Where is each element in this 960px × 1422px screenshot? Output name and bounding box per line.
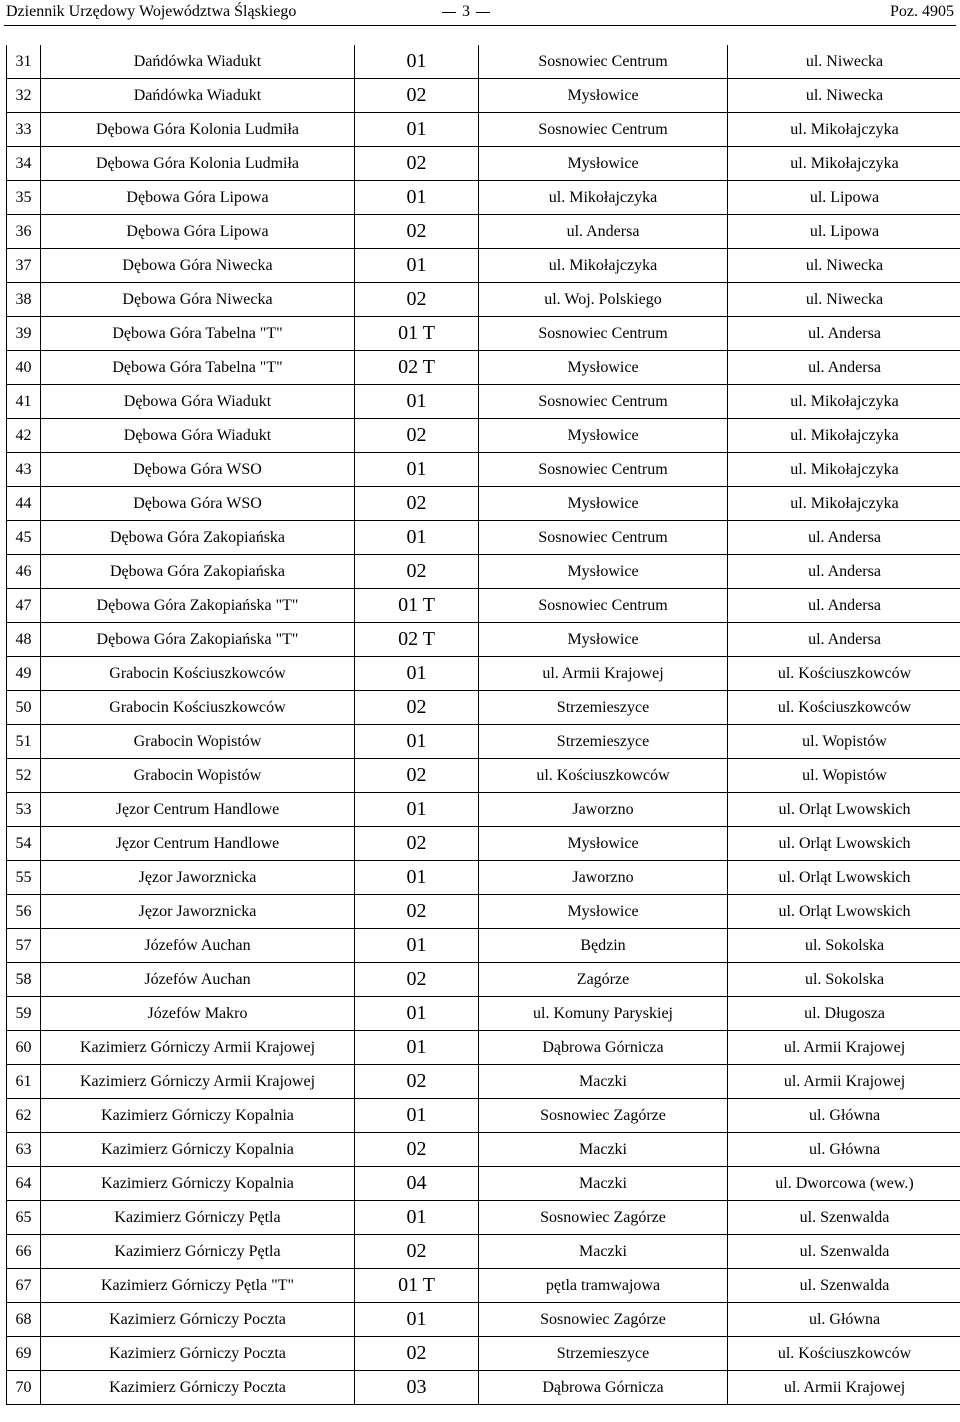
stop-code: 01: [355, 997, 479, 1031]
table-row: [7, 1065, 960, 1099]
table-row: [7, 1031, 960, 1065]
stop-street: ul. Niwecka: [728, 45, 960, 79]
stop-direction: Sosnowiec Zagórze: [479, 1099, 728, 1133]
table-row: [7, 147, 960, 181]
table-row: [7, 419, 960, 453]
stops-table-body: [7, 45, 960, 1405]
row-number: 64: [7, 1167, 41, 1201]
row-number: 54: [7, 827, 41, 861]
stop-street: ul. Dworcowa (wew.): [728, 1167, 960, 1201]
stop-name: Kazimierz Górniczy Armii Krajowej: [41, 1065, 355, 1099]
stop-street: ul. Niwecka: [728, 283, 960, 317]
row-number: 48: [7, 623, 41, 657]
stop-name: Kazimierz Górniczy Pętla: [41, 1235, 355, 1269]
stop-street: ul. Orląt Lwowskich: [728, 793, 960, 827]
stop-name: Dębowa Góra Zakopiańska: [41, 521, 355, 555]
stop-direction: Sosnowiec Centrum: [479, 113, 728, 147]
stop-street: ul. Lipowa: [728, 215, 960, 249]
row-number: 39: [7, 317, 41, 351]
stops-table: [6, 45, 960, 1405]
table-row: [7, 997, 960, 1031]
stop-name: Dębowa Góra Wiadukt: [41, 419, 355, 453]
row-number: 53: [7, 793, 41, 827]
stop-code: 01: [355, 861, 479, 895]
stop-direction: Strzemieszyce: [479, 725, 728, 759]
stop-code: 02: [355, 215, 479, 249]
table-row: [7, 453, 960, 487]
stop-name: Dębowa Góra Zakopiańska "T": [41, 589, 355, 623]
table-row: [7, 113, 960, 147]
stop-street: ul. Główna: [728, 1133, 960, 1167]
stop-direction: Dąbrowa Górnicza: [479, 1031, 728, 1065]
table-row: [7, 1235, 960, 1269]
table-row: [7, 521, 960, 555]
table-row: [7, 827, 960, 861]
table-row: [7, 895, 960, 929]
table-row: [7, 249, 960, 283]
stop-name: Dańdówka Wiadukt: [41, 45, 355, 79]
stop-code: 01: [355, 249, 479, 283]
stop-code: 01: [355, 181, 479, 215]
stop-name: Kazimierz Górniczy Poczta: [41, 1371, 355, 1405]
position-label: Poz. 4905: [890, 3, 954, 20]
table-row: [7, 317, 960, 351]
stop-direction: Mysłowice: [479, 555, 728, 589]
table-row: [7, 385, 960, 419]
row-number: 59: [7, 997, 41, 1031]
row-number: 46: [7, 555, 41, 589]
stop-direction: Mysłowice: [479, 487, 728, 521]
table-row: [7, 1133, 960, 1167]
stop-direction: Maczki: [479, 1167, 728, 1201]
stop-street: ul. Mikołajczyka: [728, 419, 960, 453]
stop-direction: Sosnowiec Centrum: [479, 521, 728, 555]
table-row: [7, 79, 960, 113]
stop-direction: Sosnowiec Centrum: [479, 589, 728, 623]
stop-code: 01: [355, 521, 479, 555]
table-row: [7, 351, 960, 385]
stop-street: ul. Orląt Lwowskich: [728, 895, 960, 929]
stop-direction: Zagórze: [479, 963, 728, 997]
stop-code: 01: [355, 1201, 479, 1235]
stop-direction: Maczki: [479, 1235, 728, 1269]
table-row: [7, 657, 960, 691]
stop-street: ul. Szenwalda: [728, 1201, 960, 1235]
stop-code: 01 T: [355, 589, 479, 623]
table-row: [7, 861, 960, 895]
stop-direction: Jaworzno: [479, 793, 728, 827]
stop-street: ul. Sokolska: [728, 929, 960, 963]
stop-direction: pętla tramwajowa: [479, 1269, 728, 1303]
stop-name: Jęzor Centrum Handlowe: [41, 827, 355, 861]
stop-street: ul. Andersa: [728, 351, 960, 385]
stop-direction: Mysłowice: [479, 419, 728, 453]
row-number: 35: [7, 181, 41, 215]
stop-direction: ul. Armii Krajowej: [479, 657, 728, 691]
row-number: 66: [7, 1235, 41, 1269]
stop-name: Dębowa Góra Wiadukt: [41, 385, 355, 419]
stop-street: ul. Szenwalda: [728, 1235, 960, 1269]
stop-name: Dębowa Góra Lipowa: [41, 215, 355, 249]
stop-name: Dębowa Góra Zakopiańska: [41, 555, 355, 589]
row-number: 62: [7, 1099, 41, 1133]
stop-name: Kazimierz Górniczy Kopalnia: [41, 1133, 355, 1167]
stop-street: ul. Wopistów: [728, 725, 960, 759]
page-header: [0, 0, 960, 26]
journal-title: Dziennik Urzędowy Województwa Śląskiego: [6, 3, 297, 20]
stop-direction: Sosnowiec Zagórze: [479, 1201, 728, 1235]
row-number: 40: [7, 351, 41, 385]
header-rule: [4, 25, 956, 26]
stop-direction: Sosnowiec Centrum: [479, 385, 728, 419]
stop-street: ul. Kościuszkowców: [728, 657, 960, 691]
row-number: 65: [7, 1201, 41, 1235]
row-number: 42: [7, 419, 41, 453]
stop-name: Kazimierz Górniczy Pętla "T": [41, 1269, 355, 1303]
stop-direction: Strzemieszyce: [479, 691, 728, 725]
stop-code: 02: [355, 419, 479, 453]
row-number: 45: [7, 521, 41, 555]
table-row: [7, 623, 960, 657]
table-row: [7, 487, 960, 521]
stop-name: Józefów Auchan: [41, 929, 355, 963]
stop-code: 01 T: [355, 1269, 479, 1303]
row-number: 60: [7, 1031, 41, 1065]
stop-direction: Mysłowice: [479, 827, 728, 861]
stop-direction: Strzemieszyce: [479, 1337, 728, 1371]
stop-code: 03: [355, 1371, 479, 1405]
stop-name: Jęzor Jaworznicka: [41, 895, 355, 929]
stop-code: 01: [355, 45, 479, 79]
stop-name: Kazimierz Górniczy Poczta: [41, 1337, 355, 1371]
stop-name: Dębowa Góra Kolonia Ludmiła: [41, 147, 355, 181]
row-number: 32: [7, 79, 41, 113]
stop-name: Grabocin Wopistów: [41, 725, 355, 759]
stop-code: 02 T: [355, 623, 479, 657]
stop-code: 02: [355, 1337, 479, 1371]
stop-direction: Maczki: [479, 1065, 728, 1099]
stop-code: 02: [355, 1133, 479, 1167]
stop-name: Kazimierz Górniczy Pętla: [41, 1201, 355, 1235]
stop-street: ul. Długosza: [728, 997, 960, 1031]
stop-street: ul. Armii Krajowej: [728, 1371, 960, 1405]
stop-street: ul. Andersa: [728, 589, 960, 623]
stop-street: ul. Sokolska: [728, 963, 960, 997]
stop-direction: Dąbrowa Górnicza: [479, 1371, 728, 1405]
stop-street: ul. Niwecka: [728, 249, 960, 283]
stop-name: Dębowa Góra Niwecka: [41, 249, 355, 283]
stop-direction: Sosnowiec Centrum: [479, 45, 728, 79]
stop-name: Jęzor Jaworznicka: [41, 861, 355, 895]
table-row: [7, 45, 960, 79]
stop-street: ul. Mikołajczyka: [728, 113, 960, 147]
stop-street: ul. Andersa: [728, 555, 960, 589]
table-row: [7, 1371, 960, 1405]
stop-direction: Jaworzno: [479, 861, 728, 895]
row-number: 63: [7, 1133, 41, 1167]
stop-street: ul. Wopistów: [728, 759, 960, 793]
stop-street: ul. Lipowa: [728, 181, 960, 215]
stop-code: 02: [355, 759, 479, 793]
table-row: [7, 283, 960, 317]
table-row: [7, 759, 960, 793]
stop-street: ul. Andersa: [728, 623, 960, 657]
stop-code: 02: [355, 827, 479, 861]
stop-street: ul. Andersa: [728, 521, 960, 555]
row-number: 43: [7, 453, 41, 487]
stop-name: Jęzor Centrum Handlowe: [41, 793, 355, 827]
row-number: 61: [7, 1065, 41, 1099]
row-number: 37: [7, 249, 41, 283]
table-row: [7, 929, 960, 963]
row-number: 41: [7, 385, 41, 419]
stop-direction: Maczki: [479, 1133, 728, 1167]
stop-street: ul. Mikołajczyka: [728, 453, 960, 487]
stop-street: ul. Armii Krajowej: [728, 1031, 960, 1065]
row-number: 57: [7, 929, 41, 963]
stop-street: ul. Mikołajczyka: [728, 487, 960, 521]
stop-street: ul. Armii Krajowej: [728, 1065, 960, 1099]
stop-street: ul. Mikołajczyka: [728, 385, 960, 419]
stop-direction: ul. Mikołajczyka: [479, 249, 728, 283]
table-row: [7, 691, 960, 725]
row-number: 58: [7, 963, 41, 997]
stop-street: ul. Orląt Lwowskich: [728, 861, 960, 895]
stop-code: 02: [355, 487, 479, 521]
stop-code: 01: [355, 929, 479, 963]
stop-direction: ul. Andersa: [479, 215, 728, 249]
stop-code: 01: [355, 113, 479, 147]
row-number: 50: [7, 691, 41, 725]
stop-name: Dębowa Góra WSO: [41, 487, 355, 521]
stop-direction: Mysłowice: [479, 147, 728, 181]
stop-name: Kazimierz Górniczy Kopalnia: [41, 1099, 355, 1133]
stop-direction: ul. Kościuszkowców: [479, 759, 728, 793]
stop-direction: ul. Woj. Polskiego: [479, 283, 728, 317]
row-number: 33: [7, 113, 41, 147]
row-number: 31: [7, 45, 41, 79]
stop-code: 02: [355, 895, 479, 929]
stop-direction: Sosnowiec Centrum: [479, 453, 728, 487]
page-number: 3: [462, 3, 470, 20]
stop-name: Kazimierz Górniczy Armii Krajowej: [41, 1031, 355, 1065]
stop-code: 01: [355, 385, 479, 419]
table-row: [7, 1167, 960, 1201]
stop-direction: Mysłowice: [479, 895, 728, 929]
stop-code: 01: [355, 453, 479, 487]
stop-code: 02: [355, 79, 479, 113]
row-number: 47: [7, 589, 41, 623]
stop-code: 04: [355, 1167, 479, 1201]
stop-name: Dębowa Góra Zakopiańska "T": [41, 623, 355, 657]
stop-street: ul. Niwecka: [728, 79, 960, 113]
table-row: [7, 1201, 960, 1235]
row-number: 44: [7, 487, 41, 521]
stop-direction: Sosnowiec Centrum: [479, 317, 728, 351]
table-row: [7, 589, 960, 623]
stop-street: ul. Główna: [728, 1099, 960, 1133]
stop-name: Józefów Auchan: [41, 963, 355, 997]
row-number: 55: [7, 861, 41, 895]
stop-code: 01: [355, 793, 479, 827]
stop-direction: Będzin: [479, 929, 728, 963]
table-row: [7, 181, 960, 215]
stop-name: Dębowa Góra Kolonia Ludmiła: [41, 113, 355, 147]
stop-code: 02 T: [355, 351, 479, 385]
stop-name: Grabocin Wopistów: [41, 759, 355, 793]
stop-name: Dębowa Góra Tabelna "T": [41, 351, 355, 385]
stop-code: 01: [355, 725, 479, 759]
stop-direction: Sosnowiec Zagórze: [479, 1303, 728, 1337]
stop-name: Dębowa Góra Lipowa: [41, 181, 355, 215]
stop-code: 02: [355, 1065, 479, 1099]
table-row: [7, 1099, 960, 1133]
row-number: 69: [7, 1337, 41, 1371]
stop-name: Józefów Makro: [41, 997, 355, 1031]
row-number: 51: [7, 725, 41, 759]
stop-direction: Mysłowice: [479, 351, 728, 385]
stop-street: ul. Szenwalda: [728, 1269, 960, 1303]
stop-code: 02: [355, 963, 479, 997]
row-number: 67: [7, 1269, 41, 1303]
stop-street: ul. Andersa: [728, 317, 960, 351]
row-number: 34: [7, 147, 41, 181]
stop-direction: Mysłowice: [479, 79, 728, 113]
stop-code: 02: [355, 147, 479, 181]
table-row: [7, 215, 960, 249]
table-row: [7, 793, 960, 827]
stop-street: ul. Mikołajczyka: [728, 147, 960, 181]
stop-street: ul. Główna: [728, 1303, 960, 1337]
stop-name: Dańdówka Wiadukt: [41, 79, 355, 113]
stop-name: Grabocin Kościuszkowców: [41, 657, 355, 691]
stop-street: ul. Kościuszkowców: [728, 691, 960, 725]
stop-code: 01: [355, 1031, 479, 1065]
row-number: 36: [7, 215, 41, 249]
stop-direction: ul. Komuny Paryskiej: [479, 997, 728, 1031]
stop-code: 01 T: [355, 317, 479, 351]
stop-code: 01: [355, 1099, 479, 1133]
stop-code: 01: [355, 1303, 479, 1337]
page-number-block: [436, 3, 496, 21]
stop-name: Kazimierz Górniczy Kopalnia: [41, 1167, 355, 1201]
row-number: 38: [7, 283, 41, 317]
stop-code: 02: [355, 283, 479, 317]
row-number: 49: [7, 657, 41, 691]
stop-name: Grabocin Kościuszkowców: [41, 691, 355, 725]
table-row: [7, 555, 960, 589]
table-row: [7, 1303, 960, 1337]
stop-name: Dębowa Góra Niwecka: [41, 283, 355, 317]
row-number: 70: [7, 1371, 41, 1405]
table-row: [7, 725, 960, 759]
stop-street: ul. Orląt Lwowskich: [728, 827, 960, 861]
stop-direction: Mysłowice: [479, 623, 728, 657]
stop-code: 02: [355, 555, 479, 589]
table-row: [7, 1269, 960, 1303]
table-row: [7, 963, 960, 997]
stop-name: Dębowa Góra Tabelna "T": [41, 317, 355, 351]
stop-code: 02: [355, 1235, 479, 1269]
table-row: [7, 1337, 960, 1371]
stop-code: 01: [355, 657, 479, 691]
stop-code: 02: [355, 691, 479, 725]
stop-name: Dębowa Góra WSO: [41, 453, 355, 487]
stop-street: ul. Kościuszkowców: [728, 1337, 960, 1371]
row-number: 56: [7, 895, 41, 929]
row-number: 68: [7, 1303, 41, 1337]
stop-name: Kazimierz Górniczy Poczta: [41, 1303, 355, 1337]
stop-direction: ul. Mikołajczyka: [479, 181, 728, 215]
row-number: 52: [7, 759, 41, 793]
